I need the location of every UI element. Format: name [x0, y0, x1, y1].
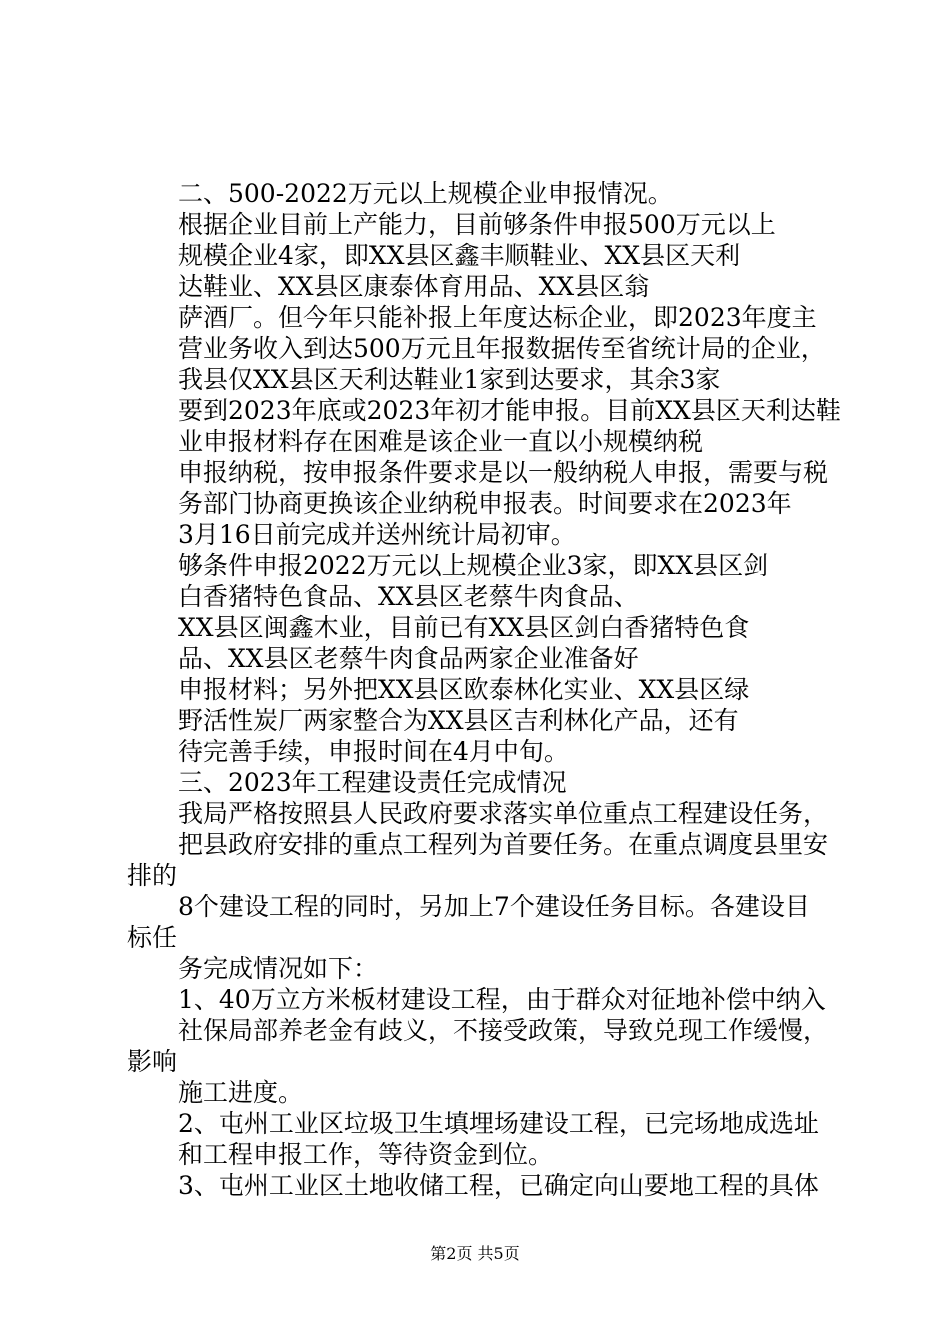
- text-line: 1、40万立方米板材建设工程，由于群众对征地补偿中纳入: [178, 985, 826, 1014]
- section-heading: 三、2023年工程建设责任完成情况: [178, 768, 567, 797]
- text-line: 野活性炭厂两家整合为XX县区吉利林化产品，还有: [178, 706, 739, 735]
- text-line: 申报纳税，按申报条件要求是以一般纳税人申报，需要与税: [178, 458, 829, 487]
- text-line: 萨酒厂。但今年只能补报上年度达标企业，即2023年度主: [178, 303, 817, 332]
- page-number-footer: 第2页 共5页: [430, 1244, 520, 1263]
- document-body: [0, 178, 950, 1201]
- text-line: XX县区闽鑫木业，目前已有XX县区剑白香猪特色食: [178, 613, 750, 642]
- text-line: 白香猪特色食品、XX县区老蔡牛肉食品、: [178, 582, 639, 611]
- text-line: 申报材料；另外把XX县区欧泰林化实业、XX县区绿: [178, 675, 750, 704]
- text-line: 营业务收入到达500万元且年报数据传至省统计局的企业，: [178, 334, 826, 363]
- text-line: 务完成情况如下：: [178, 954, 379, 983]
- text-line: 3月16日前完成并送州统计局初审。: [178, 520, 576, 549]
- text-line: 根据企业目前上产能力，目前够条件申报500万元以上: [178, 210, 776, 239]
- text-line: 规模企业4家，即XX县区鑫丰顺鞋业、XX县区天利: [178, 241, 741, 270]
- text-line: 要到2023年底或2023年初才能申报。目前XX县区天利达鞋: [178, 396, 841, 425]
- text-line: 待完善手续，申报时间在4月中旬。: [178, 737, 569, 766]
- text-line: 把县政府安排的重点工程列为首要任务。在重点调度县里安: [178, 830, 829, 859]
- text-line-continuation: 排的: [127, 861, 178, 890]
- text-line: 3、屯州工业区土地收储工程，已确定向山要地工程的具体: [178, 1171, 819, 1200]
- text-line-continuation: 影响: [127, 1047, 178, 1076]
- text-line: 务部门协商更换该企业纳税申报表。时间要求在2023年: [178, 489, 792, 518]
- text-line: 我局严格按照县人民政府要求落实单位重点工程建设任务，: [178, 799, 829, 828]
- text-line: 我县仅XX县区天利达鞋业1家到达要求，其余3家: [178, 365, 721, 394]
- text-line: 施工进度。: [178, 1078, 304, 1107]
- text-line: 2、屯州工业区垃圾卫生填埋场建设工程，已完场地成选址: [178, 1109, 819, 1138]
- section-heading: 二、500-2022万元以上规模企业申报情况。: [178, 179, 673, 208]
- text-line: 业申报材料存在困难是该企业一直以小规模纳税: [178, 427, 704, 456]
- text-line-continuation: 标任: [127, 923, 178, 952]
- text-line: 品、XX县区老蔡牛肉食品两家企业准备好: [178, 644, 639, 673]
- text-line: 达鞋业、XX县区康泰体育用品、XX县区翁: [178, 272, 650, 301]
- text-line: 和工程申报工作，等待资金到位。: [178, 1140, 554, 1169]
- text-line: 8个建设工程的同时，另加上7个建设任务目标。各建设目: [178, 892, 810, 921]
- text-line: 社保局部养老金有歧义，不接受政策，导致兑现工作缓慢，: [178, 1016, 829, 1045]
- text-line: 够条件申报2022万元以上规模企业3家，即XX县区剑: [178, 551, 769, 580]
